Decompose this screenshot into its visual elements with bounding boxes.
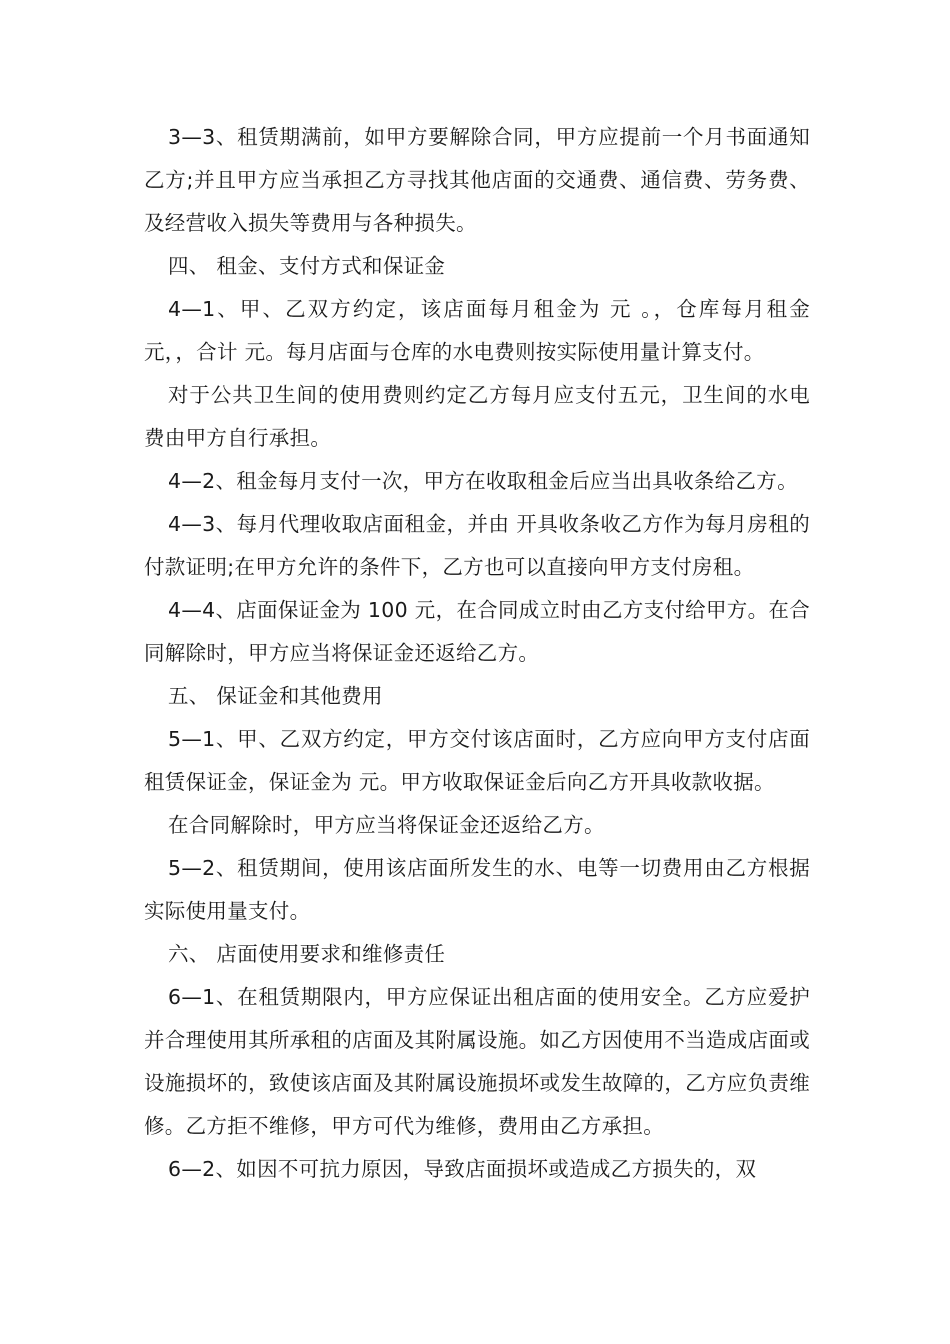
clause-5-1: 5—1、甲、乙双方约定，甲方交付该店面时，乙方应向甲方支付店面租赁保证金，保证金为 元。甲方收取保证金后向乙方开具收款收据。 (144, 727, 810, 794)
clause-6-1: 6—1、在租赁期限内，甲方应保证出租店面的使用安全。乙方应爱护并合理使用其所承租的店面及其附属设施。如乙方因使用不当造成店面或设施损坏的，致使该店面及其附属设施损坏或发生故障的，乙方应负责维修。乙方拒不维修，甲方可代为维修，费用由乙方承担。 (144, 985, 810, 1138)
clause-3-3: 3—3、租赁期满前，如甲方要解除合同，甲方应提前一个月书面通知乙方;并且甲方应当承担乙方寻找其他店面的交通费、通信费、劳务费、及经营收入损失等费用与各种损失。 (144, 125, 810, 235)
clause-6-2: 6—2、如因不可抗力原因，导致店面损坏或造成乙方损失的，双 (168, 1157, 757, 1181)
document-body (144, 116, 810, 1191)
clause-5-1-note: 在合同解除时，甲方应当将保证金还返给乙方。 (168, 813, 605, 837)
section-heading-5: 五、 保证金和其他费用 (168, 684, 383, 708)
section-heading-6: 六、 店面使用要求和维修责任 (168, 942, 446, 966)
clause-5-2: 5—2、租赁期间，使用该店面所发生的水、电等一切费用由乙方根据实际使用量支付。 (144, 856, 810, 923)
clause-4-2: 4—2、租金每月支付一次，甲方在收取租金后应当出具收条给乙方。 (168, 469, 798, 493)
clause-4-4: 4—4、店面保证金为 100 元，在合同成立时由乙方支付给甲方。在合同解除时，甲方应当将保证金还返给乙方。 (144, 598, 810, 665)
clause-4-1: 4—1、甲、乙双方约定，该店面每月租金为 元 。，仓库每月租金 元，，合计 元。每月店面与仓库的水电费则按实际使用量计算支付。 (144, 297, 810, 364)
section-heading-4: 四、 租金、支付方式和保证金 (168, 254, 446, 278)
clause-4-1-note: 对于公共卫生间的使用费则约定乙方每月应支付五元，卫生间的水电费由甲方自行承担。 (144, 383, 810, 450)
clause-4-3: 4—3、每月代理收取店面租金，并由 开具收条收乙方作为每月房租的付款证明;在甲方允许的条件下，乙方也可以直接向甲方支付房租。 (144, 512, 810, 579)
